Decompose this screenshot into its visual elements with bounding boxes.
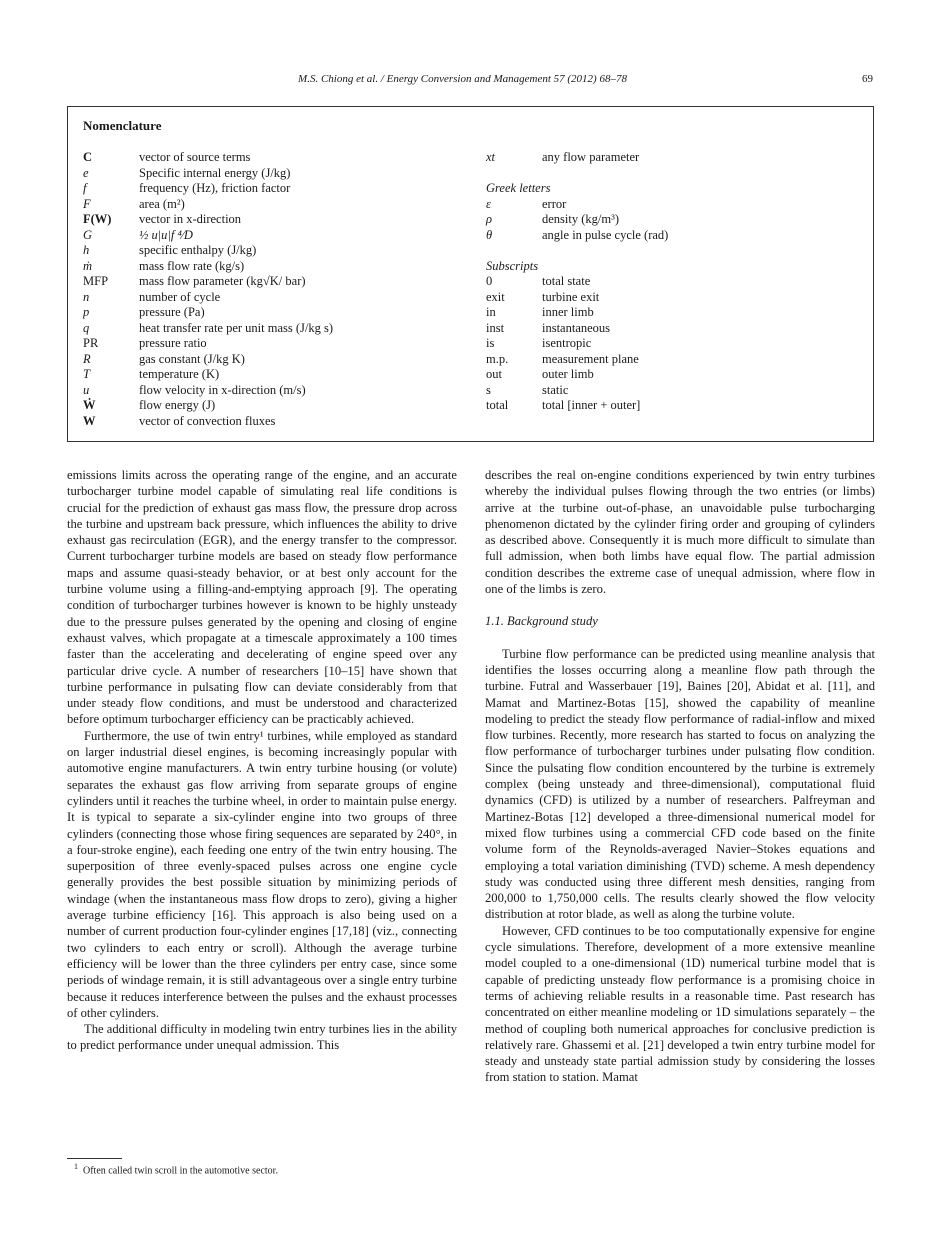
definition: pressure ratio bbox=[139, 336, 207, 350]
definition: flow energy (J) bbox=[139, 398, 216, 412]
nomenclature-right-column bbox=[486, 150, 866, 414]
nomenclature-left-column bbox=[83, 150, 463, 429]
nomenclature-row bbox=[83, 166, 463, 182]
nomenclature-row bbox=[83, 181, 463, 197]
symbol: PR bbox=[83, 336, 99, 350]
symbol: out bbox=[486, 367, 502, 381]
nomenclature-row bbox=[486, 367, 866, 383]
nomenclature-row bbox=[83, 414, 463, 430]
nomenclature-row bbox=[83, 228, 463, 244]
paragraph: The additional difficulty in modeling twin entry turbines lies in the ability to predict performance under unequal admission. This bbox=[67, 1022, 457, 1053]
nomenclature-row bbox=[486, 321, 866, 337]
definition: measurement plane bbox=[542, 351, 639, 366]
definition: total [inner + outer] bbox=[542, 398, 641, 412]
definition: vector in x-direction bbox=[139, 212, 242, 226]
symbol: n bbox=[83, 289, 90, 304]
symbol: xt bbox=[486, 150, 496, 164]
nomenclature-row bbox=[486, 336, 866, 352]
symbol: G bbox=[83, 227, 93, 242]
running-head bbox=[0, 73, 925, 89]
nomenclature-row bbox=[83, 197, 463, 213]
symbol: u bbox=[83, 382, 90, 397]
definition: Specific internal energy (J/kg) bbox=[139, 165, 291, 180]
definition: instantaneous bbox=[542, 320, 611, 335]
definition: area (m²) bbox=[139, 196, 185, 211]
nomenclature-row bbox=[83, 290, 463, 306]
nomenclature-row bbox=[486, 197, 866, 213]
definition: error bbox=[542, 196, 567, 211]
definition: pressure (Pa) bbox=[139, 305, 205, 319]
nomenclature-row bbox=[83, 398, 463, 414]
symbol: s bbox=[486, 382, 491, 397]
nomenclature-title: Nomenclature bbox=[83, 118, 162, 133]
nomenclature-row bbox=[83, 321, 463, 337]
definition: isentropic bbox=[542, 336, 592, 350]
nomenclature-row bbox=[486, 274, 866, 290]
definition: specific enthalpy (J/kg) bbox=[139, 243, 257, 257]
nomenclature-row bbox=[486, 305, 866, 321]
page-number: 69 bbox=[862, 73, 873, 85]
nomenclature-row bbox=[83, 367, 463, 383]
paragraph: describes the real on-engine conditions experienced by twin entry turbines whereby the individual pulses flowing through the two entries (or limbs) arrive at the turbine out-of-phase, an unavoidable pulse turbocharging phenomenon dictated by the cylinder firing order and grouping of cylinders as described above. Consequently it is much more difficult to simulate than full admission, when both limbs have equal flow. The partial admission condition describes the extreme case of unequal admission, where flow in one of the limbs is zero. bbox=[485, 468, 875, 597]
left-text-column bbox=[67, 467, 457, 1054]
definition: vector of source terms bbox=[139, 150, 251, 164]
symbol: W bbox=[83, 413, 96, 428]
symbol: inst bbox=[486, 320, 505, 335]
nomenclature-row bbox=[83, 336, 463, 352]
subscripts-heading: Subscripts bbox=[486, 258, 539, 273]
definition: mass flow parameter (kg√K/ bar) bbox=[139, 274, 306, 288]
definition: mass flow rate (kg/s) bbox=[139, 258, 245, 273]
symbol: m.p. bbox=[486, 351, 509, 366]
paragraph: Furthermore, the use of twin entry¹ turbines, while employed as standard on larger industrial diesel engines, is becoming increasingly popular with automotive engine manufacturers. A twin entry turbine housing (or volute) separates the exhaust gas flow arriving from separate groups of engine cylinders until it reaches the turbine wheel, in order to maintain pulse energy. It is typical to separate a six-cylinder engine into two groups of three cylinders (connecting those whose firing sequences are separated by 240°, in a four-stroke engine), each feeding one entry of the twin entry housing. The superposition of three evenly-spaced pulses across one engine cycle generally provides the best possible situation by minimizing periods of windage (when the instantaneous mass flow drops to zero), giving a higher average turbine efficiency [16]. This approach is also being used on a number of current production four-cylinder engines [17,18] (viz., connecting two cylinders to each entry or scroll). Although the average turbine efficiency will be lower than the three cylinders per entry case, since some periods of windage remain, it is still advantageous over a single entry turbine because it reduces interference between the pulses and the exhaust processes of other cylinders. bbox=[67, 728, 457, 1020]
nomenclature-row bbox=[486, 352, 866, 368]
definition: static bbox=[542, 382, 569, 397]
symbol: C bbox=[83, 150, 93, 164]
symbol: 0 bbox=[486, 274, 493, 288]
symbol: θ bbox=[486, 227, 493, 242]
definition: inner limb bbox=[542, 305, 594, 319]
symbol: ρ bbox=[486, 212, 492, 226]
nomenclature-row bbox=[486, 212, 866, 228]
symbol: R bbox=[83, 351, 91, 366]
symbol: q bbox=[83, 320, 90, 335]
journal-citation: M.S. Chiong et al. / Energy Conversion and Management 57 (2012) 68–78 bbox=[298, 73, 627, 85]
footnote-divider bbox=[67, 1158, 122, 1159]
nomenclature-row bbox=[83, 352, 463, 368]
definition: frequency (Hz), friction factor bbox=[139, 181, 291, 195]
definition: ½ u|u|f ⁴⁄D bbox=[139, 227, 193, 242]
definition: total state bbox=[542, 274, 591, 288]
definition: outer limb bbox=[542, 367, 594, 381]
definition: any flow parameter bbox=[542, 150, 640, 164]
greek-letters-heading: Greek letters bbox=[486, 181, 551, 195]
symbol: F bbox=[83, 196, 91, 211]
footnote-mark: 1 bbox=[74, 1162, 78, 1171]
definition: heat transfer rate per unit mass (J/kg s) bbox=[139, 320, 334, 335]
nomenclature-row bbox=[83, 383, 463, 399]
symbol: p bbox=[83, 305, 90, 319]
nomenclature-row bbox=[83, 259, 463, 275]
section-heading: 1.1. Background study bbox=[485, 614, 598, 629]
nomenclature-row bbox=[83, 212, 463, 228]
symbol: T bbox=[83, 367, 90, 381]
symbol: Ẇ bbox=[83, 398, 96, 412]
nomenclature-row bbox=[83, 305, 463, 321]
footnote-text: Often called twin scroll in the automotive sector. bbox=[83, 1165, 278, 1177]
symbol: in bbox=[486, 305, 496, 319]
definition: angle in pulse cycle (rad) bbox=[542, 227, 669, 242]
symbol: MFP bbox=[83, 274, 109, 288]
definition: temperature (K) bbox=[139, 367, 220, 381]
symbol: is bbox=[486, 336, 495, 350]
paragraph: emissions limits across the operating range of the engine, and an accurate turbocharger turbine model capable of simulating real life conditions is crucial for the prediction of exhaust gas mass flow, the pressure drop across the turbine and upstream back pressure, which influences the ability to drive exhaust gas recirculation (EGR), and the energy transfer to the compressor. Current turbocharger turbine models are based on steady flow performance maps and assume quasi-steady behavior, or at best only account for the turbine volume using a filling-and-emptying approach [9]. The operating condition of turbocharger turbines however is known to be highly unsteady due to the pressure pulses generated by the opening and closing of engine exhaust valves, which propagate at a timescale approximately a 100 times faster than the accelerating and decelerating of engine speed over any particular drive cycle. A number of researchers [10–15] have shown that turbine performance in pulsating flow can deviate considerably from that under steady flow conditions, and must be understood and characterized before optimum turbocharger efficiency can be practicably achieved. bbox=[67, 468, 457, 727]
paragraph: However, CFD continues to be too computationally expensive for engine cycle simulations. Therefore, development of a more extensive meanline model coupled to a one-dimensional (1D) numerical turbine model that is capable of predicting unsteady flow performance is a promising choice in terms of achieving reliable results in a reasonable time. Past research has concentrated on either meanline modeling or 1D simulations separately – the method of coupling both numerical approaches for conclusive prediction is relatively rare. Ghassemi et al. [21] developed a twin entry turbine model for steady and unsteady state partial admission study by considering the losses from station to station. Mamat bbox=[485, 923, 875, 1085]
nomenclature-row bbox=[486, 290, 866, 306]
definition: flow velocity in x-direction (m/s) bbox=[139, 382, 306, 397]
symbol: ṁ bbox=[83, 258, 93, 273]
symbol: exit bbox=[486, 289, 505, 304]
symbol: f bbox=[83, 181, 87, 195]
definition: number of cycle bbox=[139, 289, 221, 304]
right-text-column bbox=[485, 467, 875, 1086]
nomenclature-row bbox=[486, 228, 866, 244]
symbol: e bbox=[83, 165, 89, 180]
nomenclature-row bbox=[83, 150, 463, 166]
symbol: ε bbox=[486, 196, 491, 211]
definition: turbine exit bbox=[542, 289, 600, 304]
definition: gas constant (J/kg K) bbox=[139, 351, 245, 366]
nomenclature-row bbox=[83, 274, 463, 290]
nomenclature-row bbox=[83, 243, 463, 259]
nomenclature-row bbox=[486, 398, 866, 414]
symbol: h bbox=[83, 243, 90, 257]
nomenclature-row bbox=[486, 383, 866, 399]
footnote bbox=[74, 1162, 278, 1176]
definition: vector of convection fluxes bbox=[139, 413, 276, 428]
paragraph: Turbine flow performance can be predicted using meanline analysis that identifies the losses occurring along a meanline flow path through the turbine. Futral and Wasserbauer [19], Baines [20], Abidat et al. [11], and Mamat and Martinez-Botas [15], showed the capability of meanline modeling to predict the steady flow performance of radial-inflow and mixed flow turbines. Recently, more research has started to focus on analyzing the flow performance of turbocharger turbines under pulsating flow condition. Since the pulsating flow condition encountered by the turbine is extremely complex (being unsteady and three-dimensional), computational fluid dynamics (CFD) is utilized by a number of researchers. Palfreyman and Martinez-Botas [12] developed a three-dimensional numerical model for mixed flow turbines using a commercial CFD code based on the finite volume form of the Reynolds-averaged Navier–Stokes equations and employing a total variation diminishing (TVD) scheme. A mesh dependency study was conducted using three different mesh densities, ranging from 200,000 to 1,750,000 cells. The results clearly showed the flow velocity distribution at rotor blade, as well as along the turbine volute. bbox=[485, 646, 875, 922]
nomenclature-box bbox=[67, 106, 874, 442]
symbol: F(W) bbox=[83, 212, 112, 226]
definition: density (kg/m³) bbox=[542, 212, 620, 226]
symbol: total bbox=[486, 398, 509, 412]
nomenclature-row bbox=[486, 150, 866, 166]
